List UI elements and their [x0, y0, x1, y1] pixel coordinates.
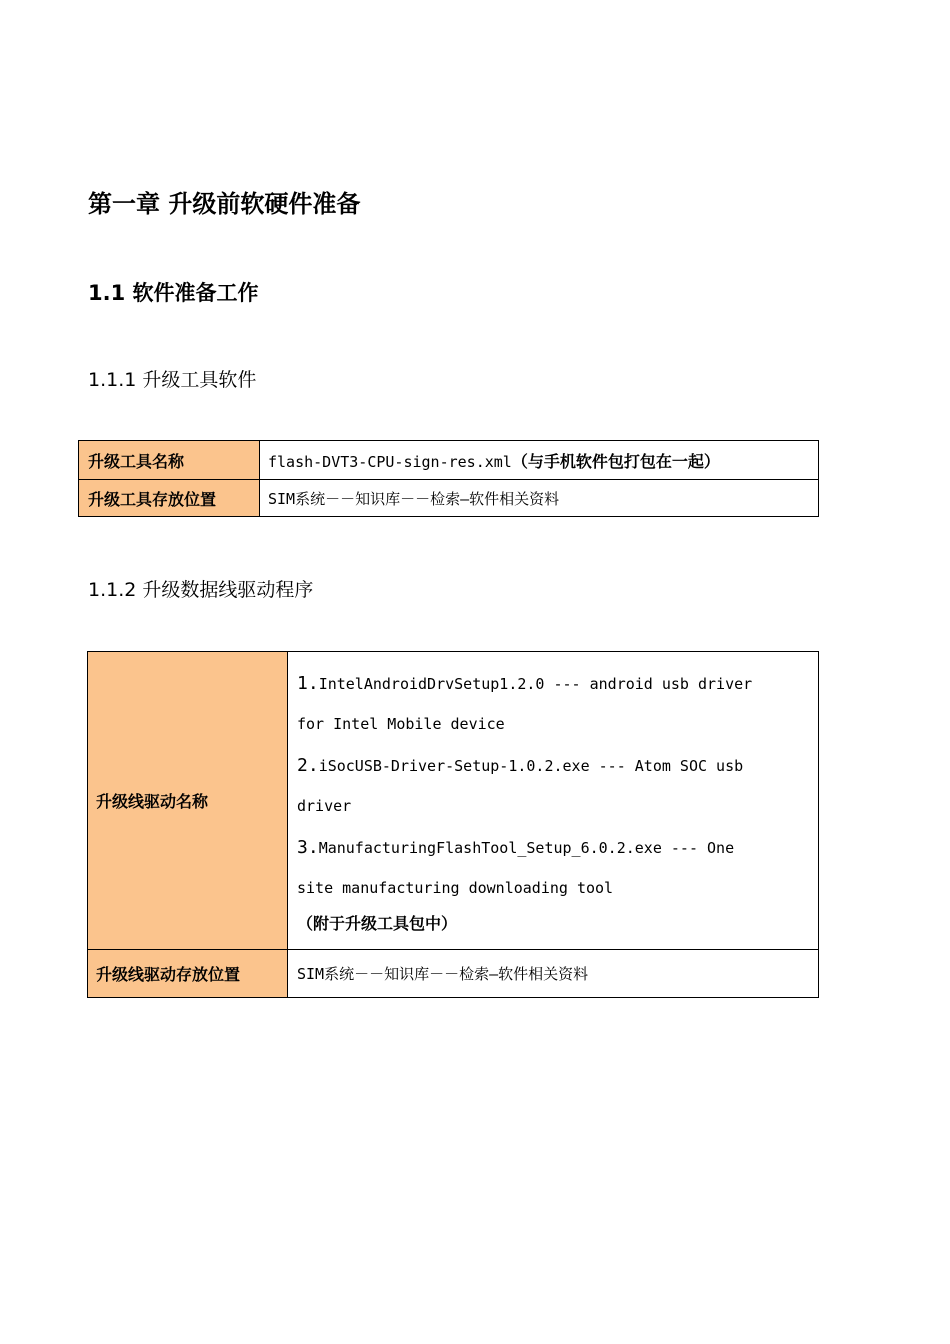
driver-location-label: 升级线驱动存放位置	[88, 950, 288, 998]
section-title: 1.1 软件准备工作	[88, 281, 259, 305]
tool-location-label: 升级工具存放位置	[79, 480, 260, 517]
driver-item-number: 3.	[297, 837, 319, 858]
driver-list-cell	[288, 652, 819, 950]
driver-item-text: ManufacturingFlashTool_Setup_6.0.2.exe --- One	[318, 839, 735, 857]
driver-table	[87, 651, 819, 998]
tool-name-value: flash-DVT3-CPU-sign-res.xml	[268, 452, 512, 471]
tool-name-note: （与手机软件包打包在一起）	[511, 451, 720, 471]
driver-name-label: 升级线驱动名称	[88, 652, 288, 950]
driver-note: （附于升级工具包中）	[297, 914, 458, 933]
subsection-title-driver: 1.1.2 升级数据线驱动程序	[88, 579, 314, 601]
driver-item-text: IntelAndroidDrvSetup1.2.0 --- android usb driver	[318, 675, 753, 693]
driver-item-number: 1.	[297, 673, 319, 694]
tool-name-cell	[260, 441, 819, 480]
driver-item-1-line-1	[297, 663, 810, 704]
table-row	[79, 480, 819, 517]
driver-item-2-line-2: driver	[297, 797, 352, 815]
upgrade-tool-table	[78, 440, 819, 517]
driver-item-2-line-1	[297, 745, 810, 786]
driver-item-text: iSocUSB-Driver-Setup-1.0.2.exe --- Atom SOC usb	[318, 757, 744, 775]
tool-name-label: 升级工具名称	[79, 441, 260, 480]
driver-item-1-line-2: for Intel Mobile device	[297, 715, 505, 733]
driver-location-value: SIM系统－－知识库－－检索—软件相关资料	[288, 950, 819, 998]
driver-item-3-line-1	[297, 827, 810, 868]
subsection-title-upgrade-tool: 1.1.1 升级工具软件	[88, 369, 257, 391]
table-row	[79, 441, 819, 480]
table-row	[88, 652, 819, 950]
driver-item-3-line-2: site manufacturing downloading tool	[297, 879, 614, 897]
driver-item-number: 2.	[297, 755, 319, 776]
chapter-title: 第一章 升级前软硬件准备	[88, 190, 361, 218]
table-row	[88, 950, 819, 998]
tool-location-value: SIM系统－－知识库－－检索—软件相关资料	[260, 480, 819, 517]
